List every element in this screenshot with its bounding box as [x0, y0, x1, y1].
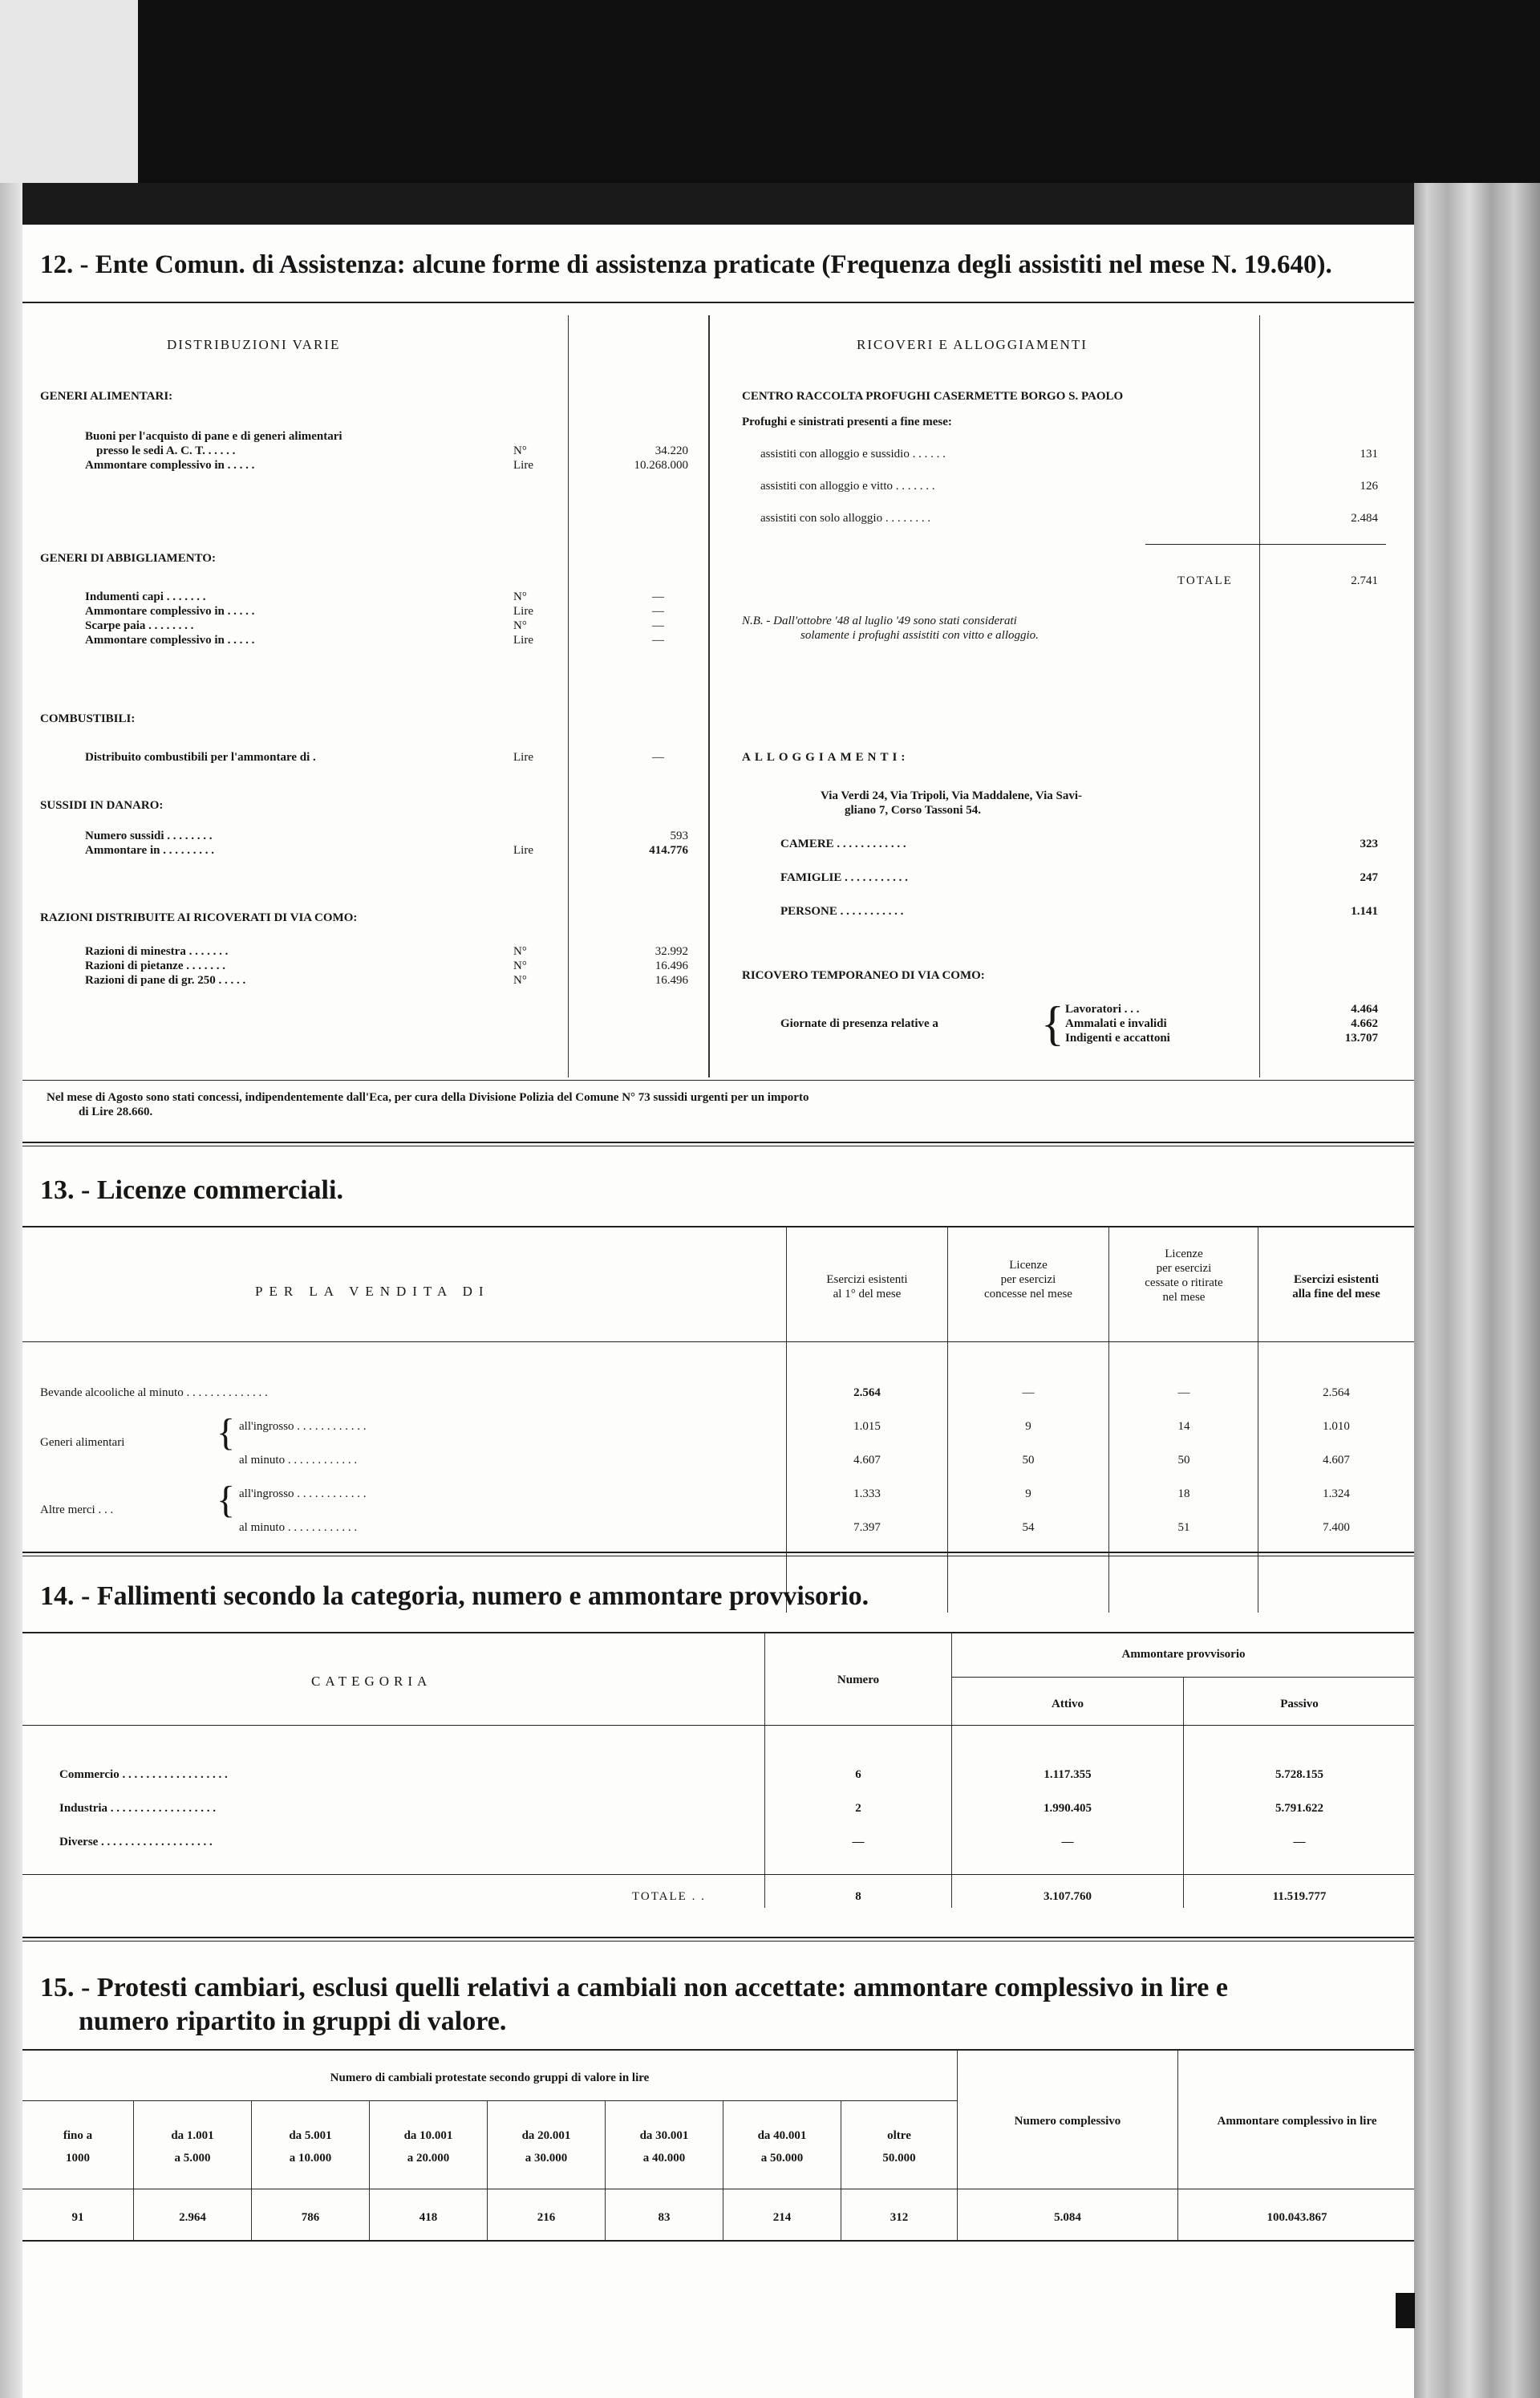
group-label [841, 2124, 957, 2169]
col-rule [764, 1633, 765, 1908]
abb-row-value: — [652, 605, 664, 618]
divider [22, 1552, 1414, 1556]
group-label [723, 2124, 841, 2169]
categoria-row-label: Commercio . . . . . . . . . . . . . . . . . . [59, 1768, 228, 1781]
group-label-line: da 10.001 [403, 2129, 453, 2142]
divider [22, 1874, 1414, 1875]
bevande-label: Bevande alcooliche al minuto . . . . . . . . . . . . . . [40, 1386, 268, 1399]
profughi-row-label: assistiti con solo alloggio . . . . . . . . [760, 512, 931, 525]
centro-heading: CENTRO RACCOLTA PROFUGHI CASERMETTE BORGO S. PAOLO [742, 390, 1124, 403]
col-header-line: per esercizi [1156, 1262, 1212, 1275]
group-label-line: da 1.001 [171, 2129, 214, 2142]
divider [22, 1725, 1414, 1726]
cell: 83 [658, 2211, 671, 2224]
brace: { [1041, 997, 1064, 1050]
col-header [1111, 1247, 1257, 1304]
col-header-line: Licenze [1009, 1259, 1048, 1272]
abb-row-unit: Lire [513, 634, 533, 647]
totale-label: TOTALE . . [632, 1890, 706, 1903]
cell: — [1061, 1836, 1074, 1848]
distribuzioni-header: DISTRIBUZIONI VARIE [167, 337, 341, 352]
altre-label: Altre merci . . . [40, 1503, 114, 1516]
divider [22, 2100, 957, 2101]
cell: 7.400 [1323, 1521, 1350, 1534]
group-label-line: da 5.001 [289, 2129, 332, 2142]
footnote: Nel mese di Agosto sono stati concessi, indipendentemente dall'Eca, per cura della Divisione Polizia del Comune N° 73 sussidi urgenti per un importo [47, 1091, 809, 1104]
profughi-row-label: assistiti con alloggio e sussidio . . . . . . [760, 448, 946, 461]
group-label [606, 2124, 723, 2169]
cell: 1.324 [1323, 1487, 1350, 1500]
razioni-row-unit: N° [513, 960, 527, 972]
ricovero-row-label: Indigenti e accattoni [1065, 1032, 1170, 1045]
group-header: Numero di cambiali protestate secondo gruppi di valore in lire [330, 2071, 650, 2084]
profughi-row-value: 2.484 [1351, 512, 1378, 525]
cell: — [1293, 1836, 1306, 1848]
cell: 9 [1025, 1487, 1031, 1500]
col-header-line: cessate o ritirate [1145, 1276, 1223, 1289]
sussidi-row-value: 593 [670, 830, 688, 842]
cell: 50 [1177, 1454, 1190, 1467]
abbigliamento-heading: GENERI DI ABBIGLIAMENTO: [40, 552, 216, 565]
ricovero-row-value: 13.707 [1344, 1032, 1378, 1045]
alloggi-row-label: PERSONE . . . . . . . . . . . [780, 905, 904, 918]
cell: 4.607 [1323, 1454, 1350, 1467]
section-14-title: 14. - Fallimenti secondo la categoria, numero e ammontare provvisorio. [40, 1581, 869, 1611]
alloggi-row-value: 247 [1360, 871, 1378, 884]
cell: 214 [772, 2211, 792, 2224]
total-rule [1145, 544, 1386, 545]
cell: 50 [1022, 1454, 1035, 1467]
col-header-line: Esercizi esistenti [1294, 1273, 1379, 1286]
divider [22, 1632, 1414, 1633]
alloggi-row-label: CAMERE . . . . . . . . . . . . [780, 838, 906, 850]
cell: 1.333 [853, 1487, 881, 1500]
cell: 3.107.760 [1044, 1890, 1092, 1903]
buoni-unit: N° [513, 444, 527, 457]
razioni-row-label: Razioni di pietanze . . . . . . . [85, 960, 225, 972]
categoria-row-label: Industria . . . . . . . . . . . . . . . . . . [59, 1802, 217, 1815]
group-label-line: a 5.000 [174, 2152, 211, 2165]
cell: — [1022, 1386, 1035, 1399]
divider [22, 1080, 1414, 1081]
cell: 18 [1177, 1487, 1190, 1500]
group-label-line: 1000 [66, 2152, 90, 2165]
section-15-title-2: numero ripartito in gruppi di valore. [79, 2006, 507, 2036]
cell: 2.564 [853, 1386, 881, 1399]
numero-complessivo-header: Numero complessivo [1014, 2115, 1121, 2128]
group-label [134, 2124, 251, 2169]
book-spine-edge [1412, 183, 1540, 2398]
abb-row-value: — [652, 590, 664, 603]
col-rule [951, 1633, 952, 1908]
abb-row-label: Ammontare complessivo in . . . . . [85, 634, 255, 647]
brace: { [217, 1479, 236, 1521]
ammontare-unit: Lire [513, 459, 533, 472]
profughi-row-label: assistiti con alloggio e vitto . . . . . . . [760, 480, 935, 493]
cell: 54 [1022, 1521, 1035, 1534]
cell: 6 [855, 1768, 861, 1781]
generi-alimentari-heading: GENERI ALIMENTARI: [40, 390, 173, 403]
cell: 4.607 [853, 1454, 881, 1467]
cell: 7.397 [853, 1521, 881, 1534]
numero-header: Numero [837, 1674, 880, 1686]
minuto-label: al minuto . . . . . . . . . . . . [239, 1521, 358, 1534]
sussidi-row-unit: Lire [513, 844, 533, 857]
cell: 418 [419, 2211, 438, 2224]
group-label-line: oltre [887, 2129, 911, 2142]
col-header-line: al 1° del mese [833, 1288, 902, 1300]
nb-note-2: solamente i profughi assistiti con vitto e alloggio. [800, 629, 1039, 642]
group-label-line: a 40.000 [642, 2152, 686, 2165]
col-rule [1177, 2051, 1178, 2240]
col-header-line: concesse nel mese [984, 1288, 1072, 1300]
divider [22, 302, 1414, 303]
col-header-line: per esercizi [1000, 1273, 1056, 1286]
ammontare-label: Ammontare complessivo in . . . . . [85, 459, 255, 472]
razioni-heading: RAZIONI DISTRIBUITE AI RICOVERATI DI VIA COMO: [40, 911, 358, 924]
categoria-row-label: Diverse . . . . . . . . . . . . . . . . . . . [59, 1836, 213, 1848]
group-label-line: 50.000 [882, 2152, 916, 2165]
vendita-header: PER LA VENDITA DI [255, 1284, 490, 1299]
ingrosso-label: all'ingrosso . . . . . . . . . . . . [239, 1420, 367, 1433]
group-label-line: fino a [63, 2129, 93, 2142]
section-13-title: 13. - Licenze commerciali. [40, 1175, 343, 1205]
razioni-row-label: Razioni di minestra . . . . . . . [85, 945, 229, 958]
combustibili-label: Distribuito combustibili per l'ammontare di . [85, 751, 316, 764]
categoria-header: CATEGORIA [311, 1674, 432, 1689]
razioni-row-value: 32.992 [654, 945, 688, 958]
sussidi-row-label: Numero sussidi . . . . . . . . [85, 830, 213, 842]
col-rule [957, 2051, 958, 2240]
ammontare-complessivo-header: Ammontare complessivo in lire [1217, 2115, 1377, 2128]
razioni-row-unit: N° [513, 945, 527, 958]
scan-dark-border [0, 0, 1540, 183]
document-page [22, 183, 1414, 2398]
ricovero-row-label: Ammalati e invalidi [1065, 1017, 1167, 1030]
page-left-edge [0, 183, 22, 2398]
abb-row-label: Ammontare complessivo in . . . . . [85, 605, 255, 618]
passivo-header: Passivo [1280, 1698, 1319, 1710]
group-label-line: a 20.000 [407, 2152, 450, 2165]
abb-row-label: Scarpe paia . . . . . . . . [85, 619, 194, 632]
col-rule [1259, 315, 1260, 1077]
brace: { [217, 1411, 236, 1454]
minuto-label: al minuto . . . . . . . . . . . . [239, 1454, 358, 1467]
razioni-row-unit: N° [513, 974, 527, 987]
col-header-line: nel mese [1162, 1291, 1206, 1304]
vie-list: Via Verdi 24, Via Tripoli, Via Maddalene, Via Savi- [821, 789, 1083, 802]
group-label-line: da 40.001 [757, 2129, 807, 2142]
col-header [1260, 1272, 1412, 1301]
abb-row-unit: N° [513, 590, 527, 603]
cell: 216 [537, 2211, 556, 2224]
alloggiamenti-heading: ALLOGGIAMENTI: [742, 751, 910, 764]
group-label [22, 2124, 133, 2169]
cell: 1.990.405 [1044, 1802, 1092, 1815]
cell: 91 [71, 2211, 84, 2224]
cell: — [852, 1836, 865, 1848]
sussidi-heading: SUSSIDI IN DANARO: [40, 799, 164, 812]
section-12-title: 12. - Ente Comun. di Assistenza: alcune forme di assistenza praticate (Frequenza degli assistiti nel mese N. 19.640). [40, 250, 1332, 279]
combustibili-unit: Lire [513, 751, 533, 764]
section-15-title: 15. - Protesti cambiari, esclusi quelli relativi a cambiali non accettate: ammontare complessivo in lire e [40, 1973, 1228, 2002]
profughi-row-value: 126 [1360, 480, 1378, 493]
generi-label: Generi alimentari [40, 1436, 125, 1449]
razioni-row-value: 16.496 [654, 974, 688, 987]
footnote-2: di Lire 28.660. [79, 1106, 153, 1118]
col-rule [568, 315, 569, 1077]
group-label-line: a 30.000 [525, 2152, 568, 2165]
razioni-row-label: Razioni di pane di gr. 250 . . . . . [85, 974, 246, 987]
cell: 1.010 [1323, 1420, 1350, 1433]
group-label-line: da 20.001 [521, 2129, 571, 2142]
divider [22, 1142, 1414, 1146]
sussidi-row-value: 414.776 [649, 844, 688, 857]
group-label-line: a 50.000 [760, 2152, 804, 2165]
scan-mark [1396, 2293, 1415, 2328]
buoni-label: Buoni per l'acquisto di pane e di generi alimentari [85, 430, 342, 443]
cell: 8 [855, 1890, 861, 1903]
cell: 2.564 [1323, 1386, 1350, 1399]
divider [22, 1341, 1414, 1342]
vie-list-2: gliano 7, Corso Tassoni 54. [845, 804, 982, 817]
profughi-row-value: 131 [1360, 448, 1378, 461]
ricovero-row-label: Lavoratori . . . [1065, 1003, 1140, 1016]
cell: 1.015 [853, 1420, 881, 1433]
divider [22, 1226, 1414, 1227]
cell: 5.728.155 [1275, 1768, 1323, 1781]
col-rule [1183, 1677, 1184, 1908]
cell: 312 [890, 2211, 909, 2224]
alloggi-row-value: 1.141 [1351, 905, 1378, 918]
col-header [950, 1258, 1107, 1301]
ammontare-header: Ammontare provvisorio [1121, 1648, 1246, 1661]
cell: 51 [1177, 1521, 1190, 1534]
ricovero-heading: RICOVERO TEMPORANEO DI VIA COMO: [742, 969, 985, 982]
sussidi-row-label: Ammontare in . . . . . . . . . [85, 844, 214, 857]
totale-value: 2.741 [1351, 574, 1378, 587]
cell: 2 [855, 1802, 861, 1815]
divider [22, 1937, 1414, 1942]
group-label-line: a 10.000 [289, 2152, 332, 2165]
cell: 9 [1025, 1420, 1031, 1433]
group-label [252, 2124, 369, 2169]
scan-margin [0, 0, 138, 183]
ammontare-value: 10.268.000 [634, 459, 688, 472]
razioni-row-value: 16.496 [654, 960, 688, 972]
abb-row-value: — [652, 634, 664, 647]
ricoveri-header: RICOVERI E ALLOGGIAMENTI [857, 337, 1088, 352]
col-header-line: alla fine del mese [1292, 1288, 1380, 1300]
attivo-header: Attivo [1052, 1698, 1084, 1710]
divider [951, 1677, 1414, 1678]
alloggi-row-label: FAMIGLIE . . . . . . . . . . . [780, 871, 908, 884]
abb-row-unit: Lire [513, 605, 533, 618]
cell: — [1177, 1386, 1190, 1399]
divider [22, 2240, 1414, 2242]
group-label-line: da 30.001 [639, 2129, 689, 2142]
abb-row-unit: N° [513, 619, 527, 632]
nb-note: N.B. - Dall'ottobre '48 al luglio '49 sono stati considerati [742, 615, 1017, 627]
abb-row-value: — [652, 619, 664, 632]
cell: 786 [301, 2211, 320, 2224]
col-header-line: Licenze [1165, 1248, 1203, 1260]
cell: 11.519.777 [1272, 1890, 1327, 1903]
combustibili-heading: COMBUSTIBILI: [40, 712, 136, 725]
alloggi-row-value: 323 [1360, 838, 1378, 850]
cell: 2.964 [179, 2211, 206, 2224]
cell: 14 [1177, 1420, 1190, 1433]
group-label [488, 2124, 605, 2169]
ricovero-row-value: 4.464 [1351, 1003, 1378, 1016]
page-top-shadow [22, 183, 1414, 225]
abb-row-label: Indumenti capi . . . . . . . [85, 590, 206, 603]
totale-label: TOTALE [1177, 574, 1233, 587]
ingrosso-label: all'ingrosso . . . . . . . . . . . . [239, 1487, 367, 1500]
profughi-label: Profughi e sinistrati presenti a fine mese: [742, 416, 952, 428]
group-label [370, 2124, 487, 2169]
ricovero-row-value: 4.662 [1351, 1017, 1378, 1030]
col-rule [708, 315, 710, 1077]
cell: 1.117.355 [1044, 1768, 1092, 1781]
buoni-value: 34.220 [654, 444, 688, 457]
cell: 5.791.622 [1275, 1802, 1323, 1815]
cell: 5.084 [1054, 2211, 1081, 2224]
col-header [788, 1272, 946, 1301]
col-header-line: Esercizi esistenti [826, 1273, 908, 1286]
giornate-label: Giornate di presenza relative a [780, 1017, 938, 1030]
divider [22, 2049, 1414, 2051]
cell: 100.043.867 [1266, 2211, 1327, 2224]
buoni-label-2: presso le sedi A. C. T. . . . . . [96, 444, 236, 457]
combustibili-value: — [652, 751, 664, 764]
